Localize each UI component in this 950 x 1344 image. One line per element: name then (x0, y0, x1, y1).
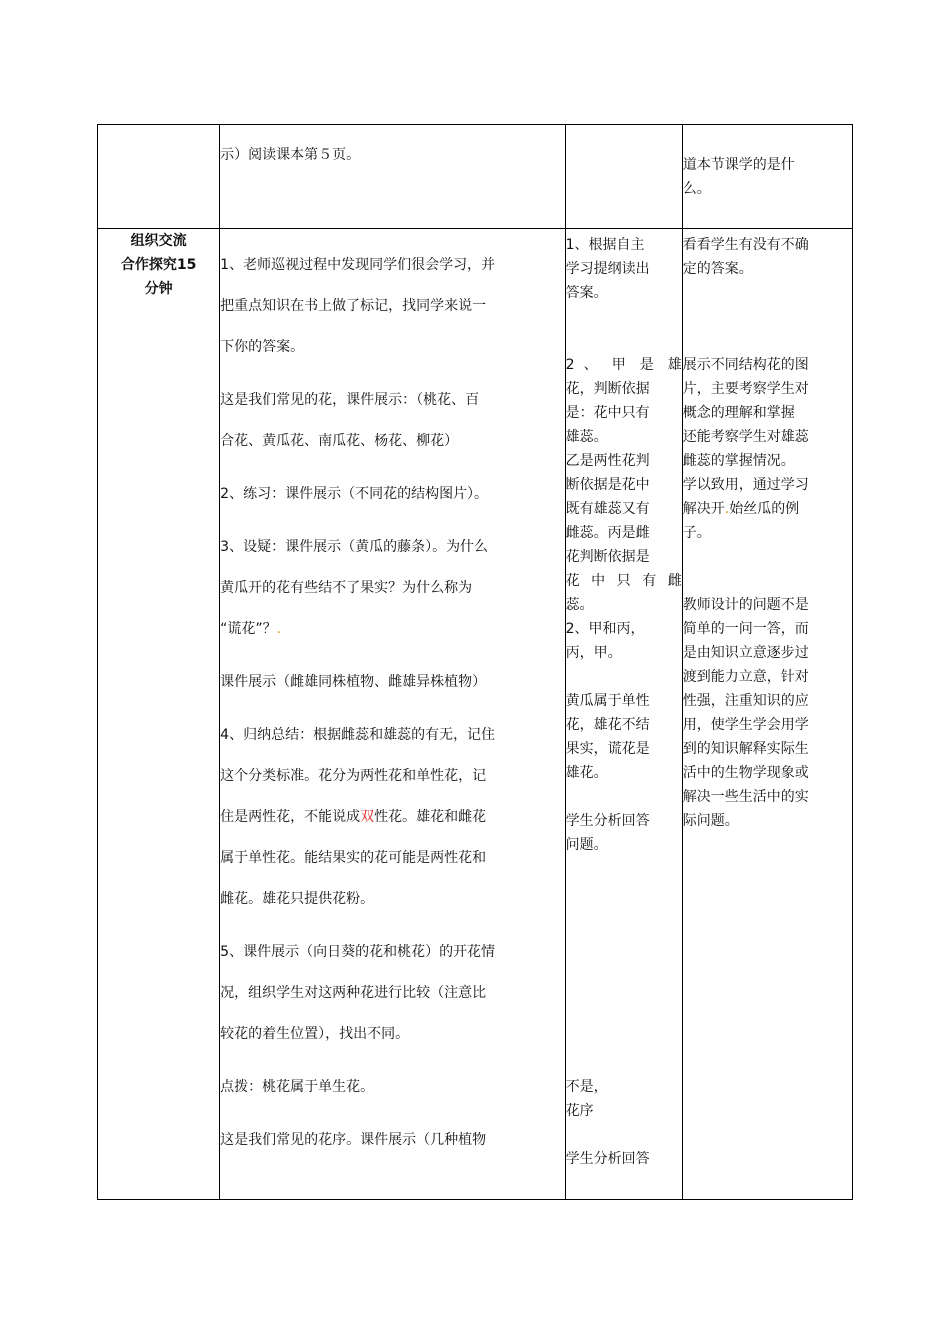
content-line: 5、课件展示（向日葵的花和桃花）的开花情 (220, 944, 496, 960)
teacher-note-line: 子。 (682, 525, 711, 541)
content-line: 这个分类标准。花分为两性花和单性花，记 (220, 768, 487, 784)
content-line: 4、归纳总结：根据雌蕊和雄蕊的有无，记住 (220, 727, 496, 743)
content-line: 这是我们常见的花，课件展示：（桃花、百 (220, 392, 480, 408)
content-line: 1、老师巡视过程中发现同学们很会学习，并 (220, 257, 496, 273)
student-line: 学习提纲读出 (565, 261, 650, 277)
teacher-note-line: 道本节课学的是什 (682, 157, 795, 173)
teacher-note-line: 活中的生物学现象或 (682, 765, 809, 781)
teacher-note-cell (682, 229, 852, 1200)
teacher-note-line: 解决一些生活中的实 (682, 789, 809, 805)
student-line: 既有雄蕊又有 (565, 501, 650, 517)
dot-mark: . (724, 501, 730, 517)
student-line: 答案。 (565, 285, 608, 301)
content-line: 把重点知识在书上做了标记，找同学来说一 (220, 298, 487, 314)
content-text: 性花。雄花和雌花 (374, 809, 487, 825)
teacher-note-line: 教师设计的问题不是 (682, 597, 809, 613)
table-row (98, 125, 853, 229)
student-line: 1、根据自主 (565, 237, 645, 253)
content-text: 示）阅读课本第５页。 (220, 147, 361, 163)
student-line: 不是， (565, 1079, 608, 1095)
student-line: 雄蕊。 (565, 429, 608, 445)
stage-title-line: 组织交流 (130, 233, 187, 249)
dot-mark: . (276, 621, 282, 637)
teacher-note-line: 展示不同结构花的图 (682, 357, 809, 373)
stage-cell (98, 125, 220, 229)
student-line: 雌蕊。丙是雌 (565, 525, 650, 541)
teacher-note-text: 始丝瓜的例 (729, 501, 800, 517)
content-line: 况，组织学生对这两种花进行比较（注意比 (220, 985, 487, 1001)
teacher-note-line: 还能考察学生对雄蕊 (682, 429, 809, 445)
content-text: 住是两性花，不能说成 (220, 809, 361, 825)
stage-cell (98, 229, 220, 1200)
student-line: 蕊。 (565, 597, 594, 613)
teacher-note-line: 到的知识解释实际生 (682, 741, 809, 757)
stage-title-line: 合作探究15 (120, 257, 197, 273)
content-cell (220, 125, 565, 229)
content-line (220, 797, 564, 838)
content-line: 黄瓜开的花有些结不了果实？为什么称为 (220, 580, 473, 596)
stage-title-line: 分钟 (144, 281, 173, 297)
teacher-note-line: 渡到能力立意，针对 (682, 669, 809, 685)
content-line: 下你的答案。 (220, 339, 305, 355)
student-line: 2 、 甲 是 雄 (565, 357, 682, 373)
content-text: “谎花”？ (220, 621, 277, 637)
content-line: 3、设疑：课件展示（黄瓜的藤条）。为什么 (220, 539, 489, 555)
content-line: 属于单性花。能结果实的花可能是两性花和 (220, 850, 487, 866)
student-cell (565, 125, 682, 229)
teacher-note-line: 看看学生有没有不确 (682, 237, 809, 253)
teacher-note-line (683, 497, 852, 521)
teacher-note-line: 性强，注重知识的应 (682, 693, 809, 709)
teacher-note-line: 么。 (682, 181, 711, 197)
student-line: 花 中 只 有 雌 (565, 573, 682, 589)
table-row (98, 229, 853, 1200)
content-line: 2、练习：课件展示（不同花的结构图片）。 (220, 486, 489, 502)
student-line: 果实，谎花是 (565, 741, 650, 757)
teacher-note-text: 解决开 (682, 501, 725, 517)
content-line: 这是我们常见的花序。课件展示（几种植物 (220, 1132, 487, 1148)
student-line: 雄花。 (565, 765, 608, 781)
teacher-note-line: 是由知识立意逐步过 (682, 645, 809, 661)
content-line: 课件展示（雌雄同株植物、雌雄异株植物） (220, 674, 487, 690)
content-line: 较花的着生位置），找出不同。 (220, 1026, 410, 1042)
highlight-text: 双 (360, 809, 375, 825)
student-line: 花序 (565, 1103, 594, 1119)
teacher-note-line: 用，使学生学会用学 (682, 717, 809, 733)
lesson-plan-table (97, 124, 853, 1200)
student-line: 问题。 (565, 837, 608, 853)
student-cell (565, 229, 682, 1200)
content-line: 合花、黄瓜花、南瓜花、杨花、柳花） (220, 433, 459, 449)
student-line: 乙是两性花判 (565, 453, 650, 469)
student-line: 学生分析回答 (565, 813, 650, 829)
student-line: 花判断依据是 (565, 549, 650, 565)
teacher-note-line: 简单的一问一答，而 (682, 621, 809, 637)
teacher-note-line: 概念的理解和掌握 (682, 405, 795, 421)
teacher-note-line: 定的答案。 (682, 261, 753, 277)
student-line: 是：花中只有 (565, 405, 650, 421)
teacher-note-line: 际问题。 (682, 813, 739, 829)
student-line: 2、甲和丙， (565, 621, 645, 637)
teacher-note-cell (682, 125, 852, 229)
teacher-note-line: 雌蕊的掌握情况。 (682, 453, 795, 469)
content-line (220, 609, 564, 650)
teacher-note-line: 片，主要考察学生对 (682, 381, 809, 397)
student-line: 花，判断依据 (565, 381, 650, 397)
student-line: 丙，甲。 (565, 645, 622, 661)
student-line: 学生分析回答 (565, 1151, 650, 1167)
content-line: 点拨：桃花属于单生花。 (220, 1079, 375, 1095)
content-line: 雌花。雄花只提供花粉。 (220, 891, 375, 907)
student-line: 黄瓜属于单性 (565, 693, 650, 709)
content-cell (220, 229, 565, 1200)
student-line: 花，雄花不结 (565, 717, 650, 733)
student-line: 断依据是花中 (565, 477, 650, 493)
teacher-note-line: 学以致用，通过学习 (682, 477, 809, 493)
